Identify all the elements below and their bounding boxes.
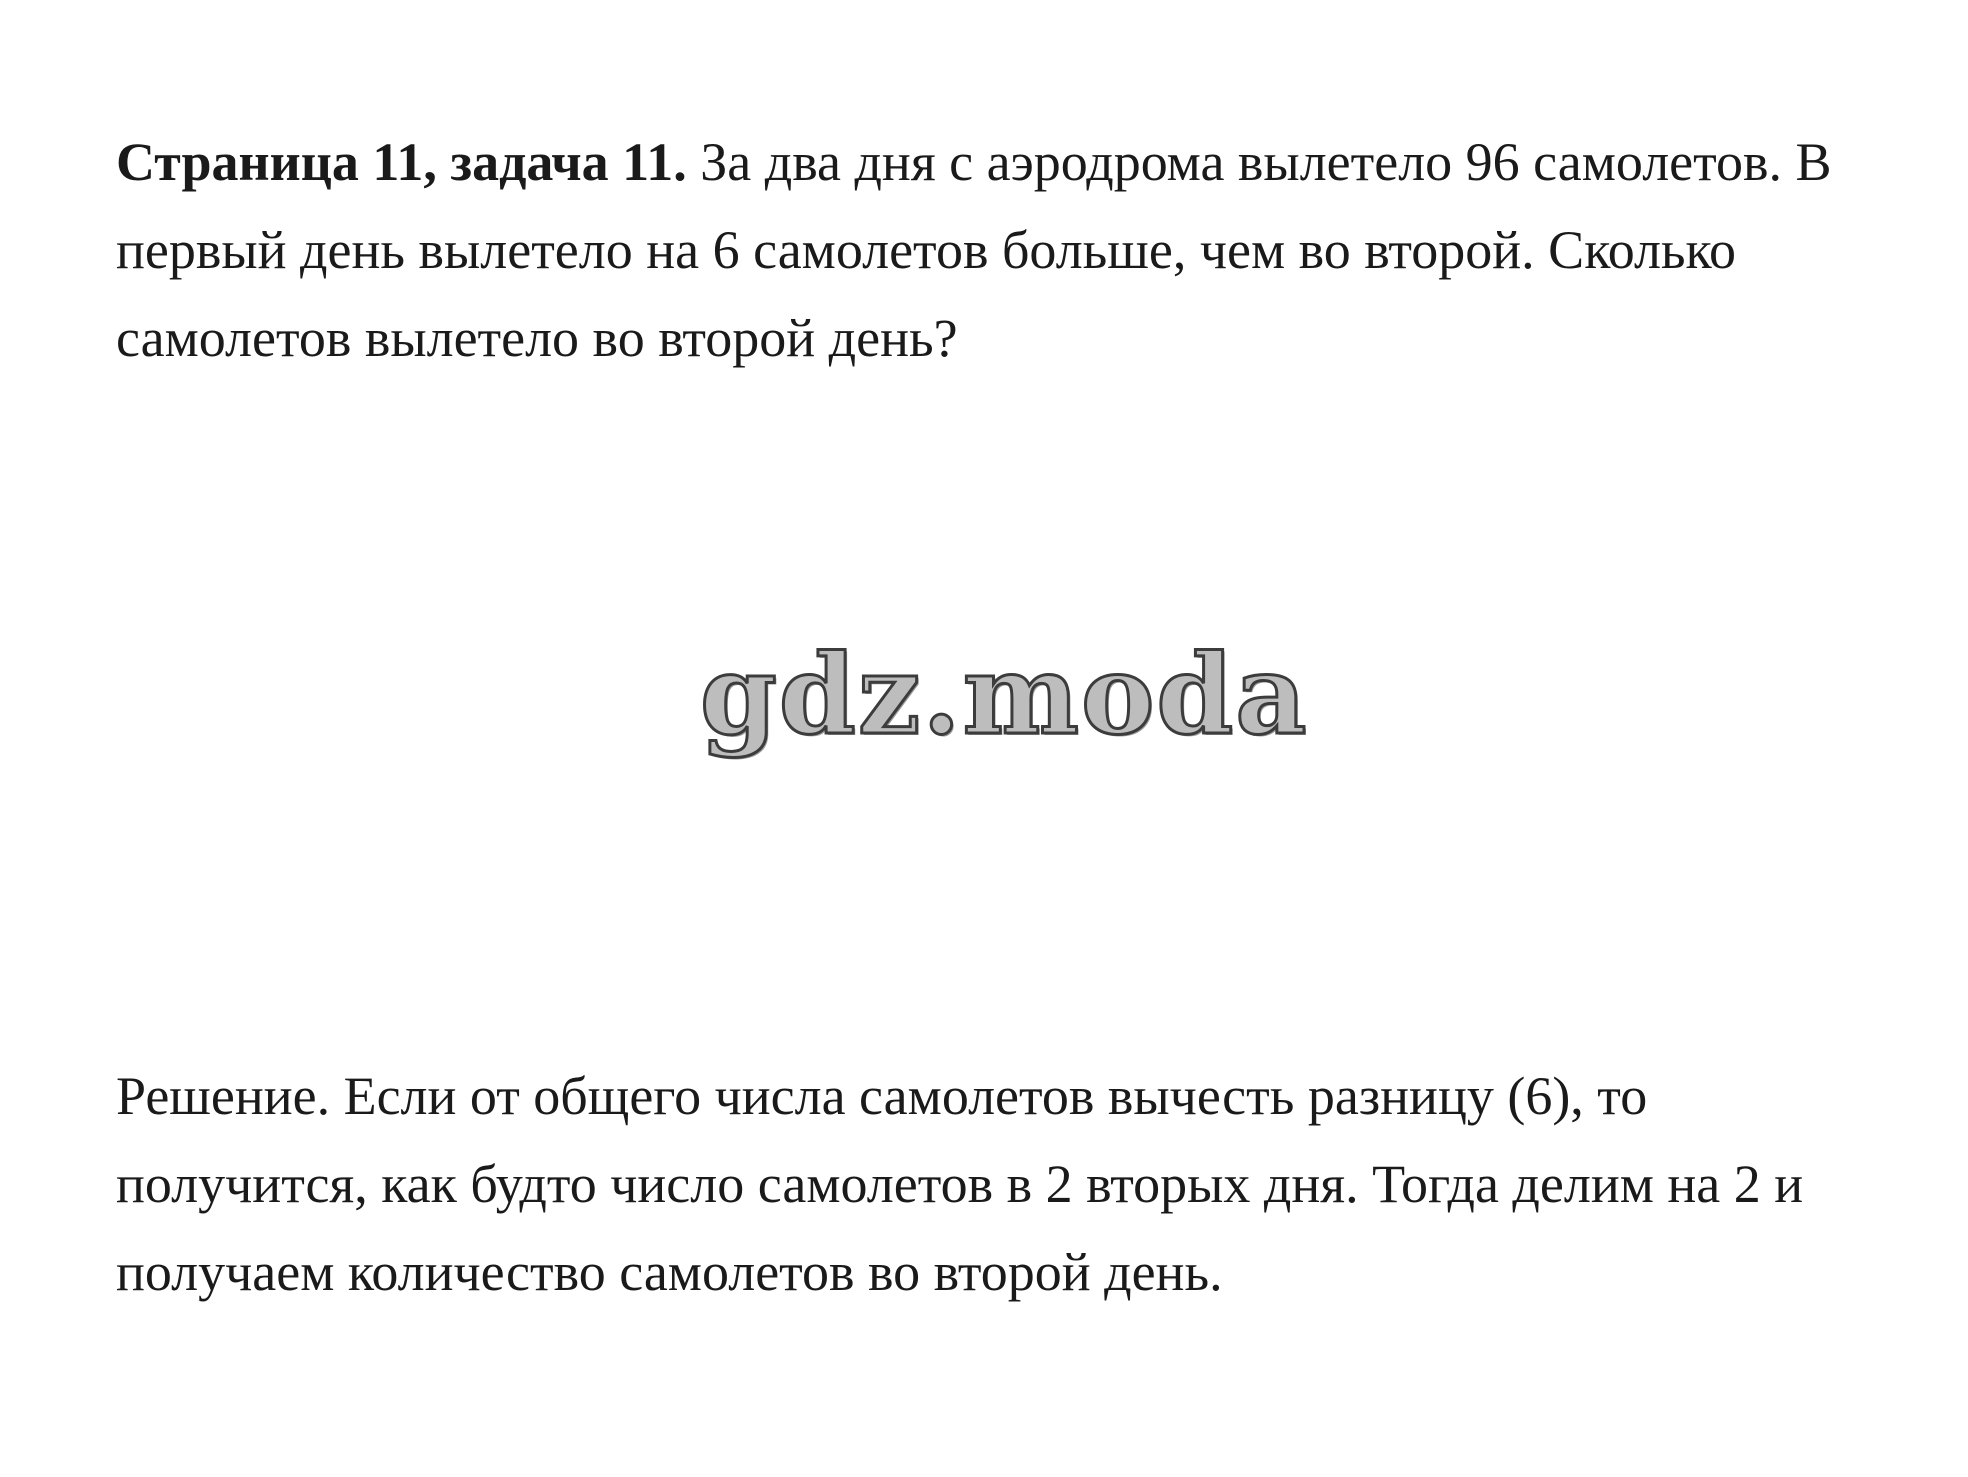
problem-statement [116, 118, 1876, 382]
watermark-logo: gdz.moda [700, 630, 1309, 759]
problem-heading: Страница 11, задача 11. [116, 132, 687, 192]
solution-text: Решение. Если от общего числа самолетов вычесть разницу (6), то получится, как будто число самолетов в 2 вторых дня. Тогда делим на 2 и получаем количество самолетов во второй день. [116, 1066, 1804, 1302]
problem-text: За два дня с аэродрома вылетело 96 самолетов. В первый день вылетело на 6 самолетов больше, чем во второй. Сколько самолетов вылетело во второй день? [116, 132, 1832, 368]
